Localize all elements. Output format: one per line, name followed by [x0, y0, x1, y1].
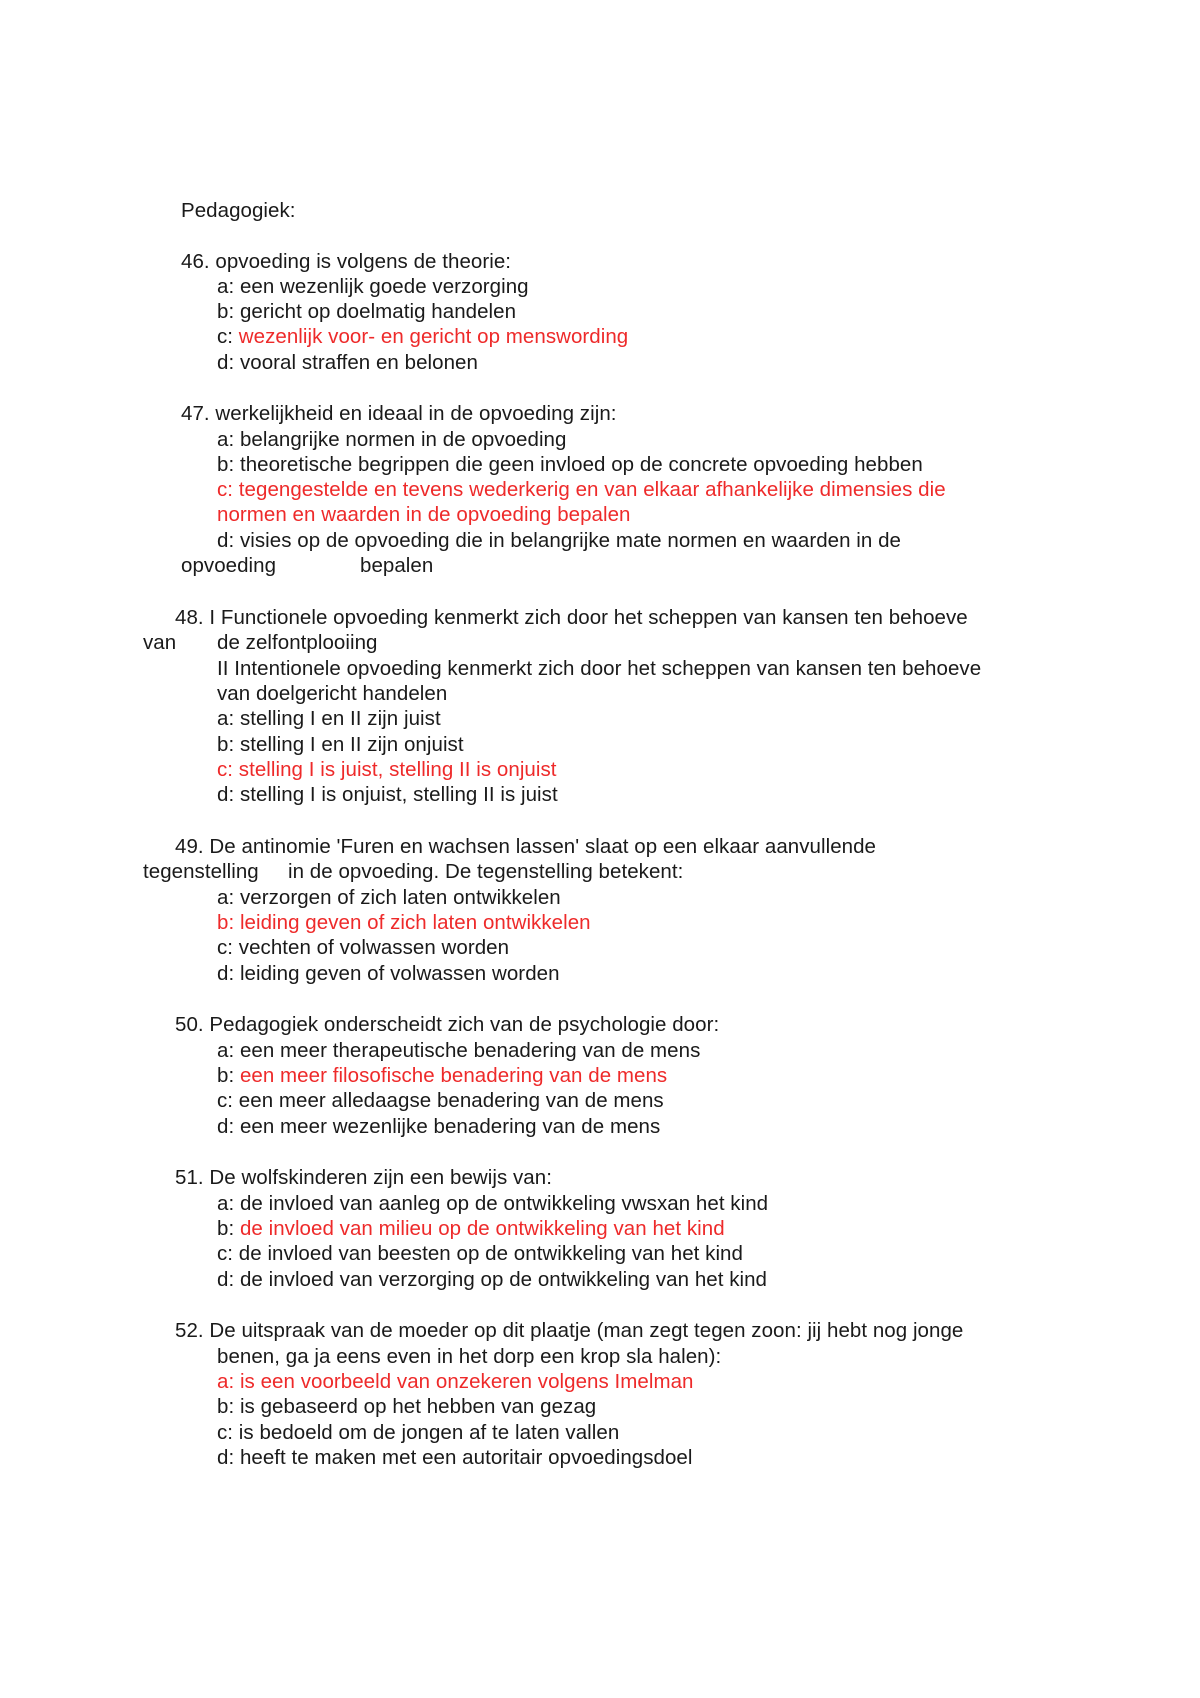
question-text-line-1: 52. De uitspraak van de moeder op dit plaatje (man zegt tegen zoon: jij hebt nog jonge	[175, 1319, 964, 1342]
option-b: b: stelling I en II zijn onjuist	[217, 733, 464, 756]
option-b: b: leiding geven of zich laten ontwikkelen	[217, 911, 591, 934]
question-text-line-3: II Intentionele opvoeding kenmerkt zich door het scheppen van kansen ten behoeve	[217, 657, 982, 680]
option-d: d: heeft te maken met een autoritair opvoedingsdoel	[217, 1446, 693, 1469]
option-a: a: de invloed van aanleg op de ontwikkeling vwsxan het kind	[217, 1192, 769, 1215]
option-d-line-2: opvoeding	[181, 554, 277, 577]
question-text-line-2-end: de zelfontplooiing	[217, 631, 378, 654]
question-text-line-2: benen, ga ja eens even in het dorp een krop sla halen):	[217, 1345, 722, 1368]
option-a: a: een wezenlijk goede verzorging	[217, 275, 529, 298]
option-b	[217, 1063, 667, 1088]
option-a: a: is een voorbeeld van onzekeren volgens Imelman	[217, 1370, 694, 1393]
option-c	[217, 324, 628, 349]
option-d-line-2-end: bepalen	[360, 554, 434, 577]
option-d: d: vooral straffen en belonen	[217, 351, 478, 374]
question-text-line-1: 48. I Functionele opvoeding kenmerkt zich door het scheppen van kansen ten behoeve	[175, 606, 968, 629]
option-prefix: c:	[217, 325, 239, 348]
option-d-line-1: d: visies op de opvoeding die in belangrijke mate normen en waarden in de	[217, 529, 902, 552]
option-d: d: de invloed van verzorging op de ontwikkeling van het kind	[217, 1268, 768, 1291]
option-b: b: theoretische begrippen die geen invloed op de concrete opvoeding hebben	[217, 453, 923, 476]
question-text: 50. Pedagogiek onderscheidt zich van de psychologie door:	[175, 1013, 720, 1036]
question-text: 46. opvoeding is volgens de theorie:	[181, 250, 512, 273]
question-text-line-2: tegenstelling	[143, 860, 259, 883]
correct-answer-text: wezenlijk voor- en gericht op menswording	[238, 325, 629, 348]
option-d: d: stelling I is onjuist, stelling II is juist	[217, 783, 558, 806]
option-c: c: is bedoeld om de jongen af te laten vallen	[217, 1421, 620, 1444]
option-c-line-1: c: tegengestelde en tevens wederkerig en van elkaar afhankelijke dimensies die	[217, 478, 946, 501]
option-a: a: belangrijke normen in de opvoeding	[217, 428, 567, 451]
option-prefix: b:	[217, 1217, 240, 1240]
question-text: 47. werkelijkheid en ideaal in de opvoeding zijn:	[181, 402, 617, 425]
option-c: c: de invloed van beesten op de ontwikkeling van het kind	[217, 1242, 743, 1265]
option-d: d: leiding geven of volwassen worden	[217, 962, 560, 985]
option-c: c: stelling I is juist, stelling II is onjuist	[217, 758, 557, 781]
option-c: c: een meer alledaagse benadering van de mens	[217, 1089, 664, 1112]
question-text-line-1: 49. De antinomie 'Furen en wachsen lassen' slaat op een elkaar aanvullende	[175, 835, 876, 858]
page-heading: Pedagogiek:	[181, 199, 296, 222]
option-b: b: is gebaseerd op het hebben van gezag	[217, 1395, 597, 1418]
correct-answer-text: de invloed van milieu op de ontwikkeling van het kind	[239, 1217, 725, 1240]
option-a: a: stelling I en II zijn juist	[217, 707, 441, 730]
option-b	[217, 1216, 725, 1241]
option-c-line-2: normen en waarden in de opvoeding bepalen	[217, 503, 631, 526]
question-text-line-2: van	[143, 631, 177, 654]
question-text-line-4: van doelgericht handelen	[217, 682, 448, 705]
correct-answer-text: een meer filosofische benadering van de mens	[239, 1064, 668, 1087]
option-c: c: vechten of volwassen worden	[217, 936, 510, 959]
option-b: b: gericht op doelmatig handelen	[217, 300, 517, 323]
question-text: 51. De wolfskinderen zijn een bewijs van:	[175, 1166, 552, 1189]
option-prefix: b:	[217, 1064, 240, 1087]
question-text-line-2-end: in de opvoeding. De tegenstelling betekent:	[288, 860, 684, 883]
option-a: a: verzorgen of zich laten ontwikkelen	[217, 886, 561, 909]
option-d: d: een meer wezenlijke benadering van de mens	[217, 1115, 661, 1138]
option-a: a: een meer therapeutische benadering van de mens	[217, 1039, 701, 1062]
